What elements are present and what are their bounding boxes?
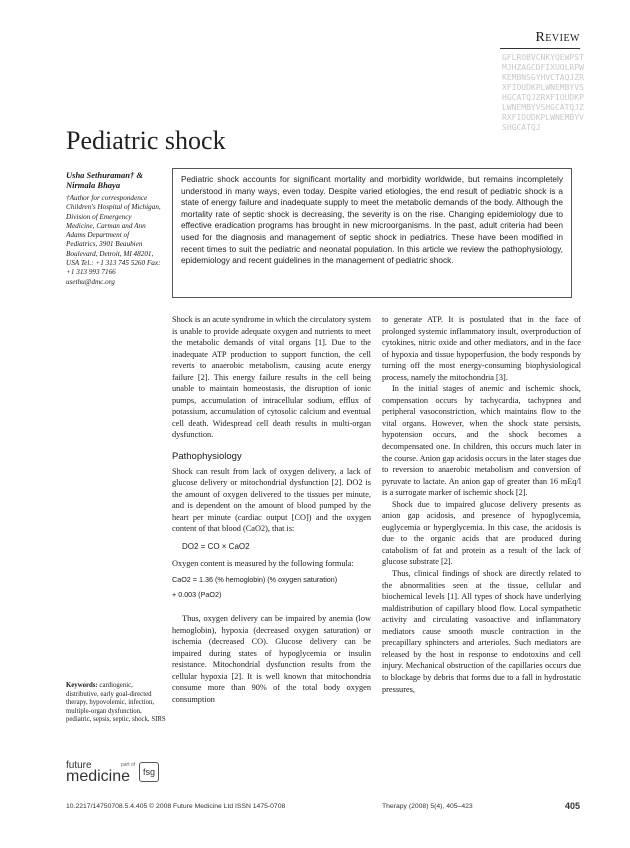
header-divider	[500, 48, 580, 49]
logo-future-text: future	[66, 760, 92, 771]
article-title: Pediatric shock	[66, 126, 226, 155]
author-affiliation: †Author for correspondence Children's Hospital of Michigan, Division of Emergency Medicine, Carman and Ann Adams Department of Pediatrics, 3901 Beaubien Boulevard, Detroit, MI 48201, USA Tel.: +1 313 745 5260 Fax: +1 313 993 7166 usethu@dmc.org	[66, 194, 161, 286]
keywords-text: cardiogenic, distributive, early goal-directed therapy, hypovolemic, infection, multiple-organ dysfunction, pediatric, sepsis, septic, shock, SIRS	[66, 682, 166, 724]
article-type-label: Review	[535, 30, 580, 45]
paragraph: Thus, oxygen delivery can be impaired by anemia (low hemoglobin), hypoxia (decreased oxygen saturation) or ischemia (decreased CO). Glucose delivery can be impaired during states of hypoglycemia or insulin resistance. Mitochondrial dysfunction results from the cellular hypoxia [2]. It is well known that mitochondria consume more than 90% of the total body oxygen consumption	[172, 614, 371, 704]
keywords-block	[66, 682, 166, 725]
publisher-logo	[66, 760, 166, 786]
page-number: 405	[564, 801, 580, 811]
footer-doi: 10.2217/14750708.5.4.405 © 2008 Future Medicine Ltd ISSN 1475-0708	[66, 803, 286, 810]
equation-oxygen-content: CaO2 = 1.36 (% hemoglobin) (% oxygen saturation)	[172, 574, 338, 584]
paragraph: Oxygen content is measured by the following formula:	[172, 559, 354, 569]
author-block	[66, 170, 161, 287]
footer-journal-citation: Therapy (2008) 5(4), 405–423	[382, 803, 473, 810]
equation-oxygen-delivery: DO2 = CO × CaO2	[182, 541, 250, 551]
section-heading: Pathophysiology	[172, 451, 242, 463]
logo-part-of-text: part of	[121, 762, 136, 768]
decorative-letter-grid: GFLROBVCNKYQEWPSTMJHZAGCDFIXUOLRPWKEMBNSGYHVCTAQJZRXFIOUDKPLWNEMBYVSHGCATQJZRXFIOUDKPLWNEMBYVSHGCATQJZRXFIOUDKPLWNEMBYVSHGCATQJ	[502, 53, 584, 132]
spacer	[172, 605, 371, 613]
equation-oxygen-content-cont: + 0.003 (PaO2)	[172, 590, 222, 600]
logo-medicine-text: medicine	[66, 768, 131, 785]
paragraph: Shock is an acute syndrome in which the circulatory system is unable to provide adequate oxygen and nutrients to meet the metabolic demands of vital organs [1]. Due to the inadequate ATP production to support function, the cell reverts to anaerobic metabolism, causing acute energy failure [2]. This energy failure results in the cell being unable to maintain homeostasis, the disruption of ionic pumps, accumulation of intracellular sodium, efflux of potassium, accumulation of cytosolic calcium and eventual cell death. Widespread cell death results in multi-organ dysfunction.	[172, 315, 371, 440]
keywords-label: Keywords:	[66, 682, 98, 689]
body-column-left	[172, 314, 371, 705]
body-column-right	[382, 314, 581, 695]
paragraph: In the initial stages of anemic and ischemic shock, compensation occurs by tachycardia, tachypnea and peripheral vasoconstriction, which maintains flow to the vital organs. However, when the shock state persists, hypotension occurs, and the shock becomes a decompensated one. In children, this occurs much later in the course. Anion gap acidosis occurs in the later stages due to reversion to anaerobic metabolism and conversion of pyruvate to lactate. An anion gap of greater than 16 mEq/l is a surrogate marker of ischemic shock [2].	[382, 384, 581, 498]
fsg-logo-icon: fsg	[139, 762, 159, 782]
paragraph: Thus, clinical findings of shock are directly related to the abnormalities seen at the tissue, cellular and biochemical levels [1]. All types of shock have underlying maldistribution of capillary blood flow. Local sympathetic activity and circulating vasoactive and inflammatory mediators cause smooth muscle contraction in the precapillary sphincters and arterioles. Such mediators are released by the host in response to endotoxins and cell injury. Mechanical obstruction of the capillaries occurs due to blockage by debris that forms due to a fall in hydrostatic pressures,	[382, 569, 581, 694]
author-names: Usha Sethuraman† & Nirmala Bhaya	[66, 170, 143, 190]
abstract-box: Pediatric shock accounts for significant mortality and morbidity worldwide, but remains incompletely understood in many ways, even today. Despite varied etiologies, the end result of pediatric shock is a state of energy failure and inadequate supply to meet the metabolic demands of the body. Although the mortality rate of septic shock is decreasing, the severity is on the rise. Changing epidemiology due to effective eradication programs has brought in new microorganisms. In the past, adult criteria had been used for the diagnosis and management of septic shock in pediatrics. These have been modified in recent times to suit the pediatric and neonatal population. In this article we review the pathophysiology, epidemiology and recent guidelines in the management of pediatric shock.	[172, 168, 572, 298]
paragraph: Shock can result from lack of oxygen delivery, a lack of glucose delivery or mitochondrial dysfunction [2]. DO2 is the amount of oxygen delivered to the tissues per minute, and is dependent on the amount of blood pumped by the heart per minute (cardiac output [CO]) and the oxygen content of that blood (CaO2), that is:	[172, 466, 371, 534]
paragraph: Shock due to impaired glucose delivery presents as anion gap acidosis, and presence of hypoglycemia, euglycemia or hyperglycemia. In this case, the acidosis is due to the organic acids that are produced during catabolism of fat and protein as a result of the lack of glucose substrate [2].	[382, 499, 581, 567]
paragraph: to generate ATP. It is postulated that in the face of prolonged systemic inflammatory insult, overproduction of cytokines, nitric oxide and other mediators, and in the face of hypoxia and tissue hypoperfusion, the body responds by turning off the most energy-consuming biophysiological process, namely the mitochondria [3].	[382, 315, 581, 382]
